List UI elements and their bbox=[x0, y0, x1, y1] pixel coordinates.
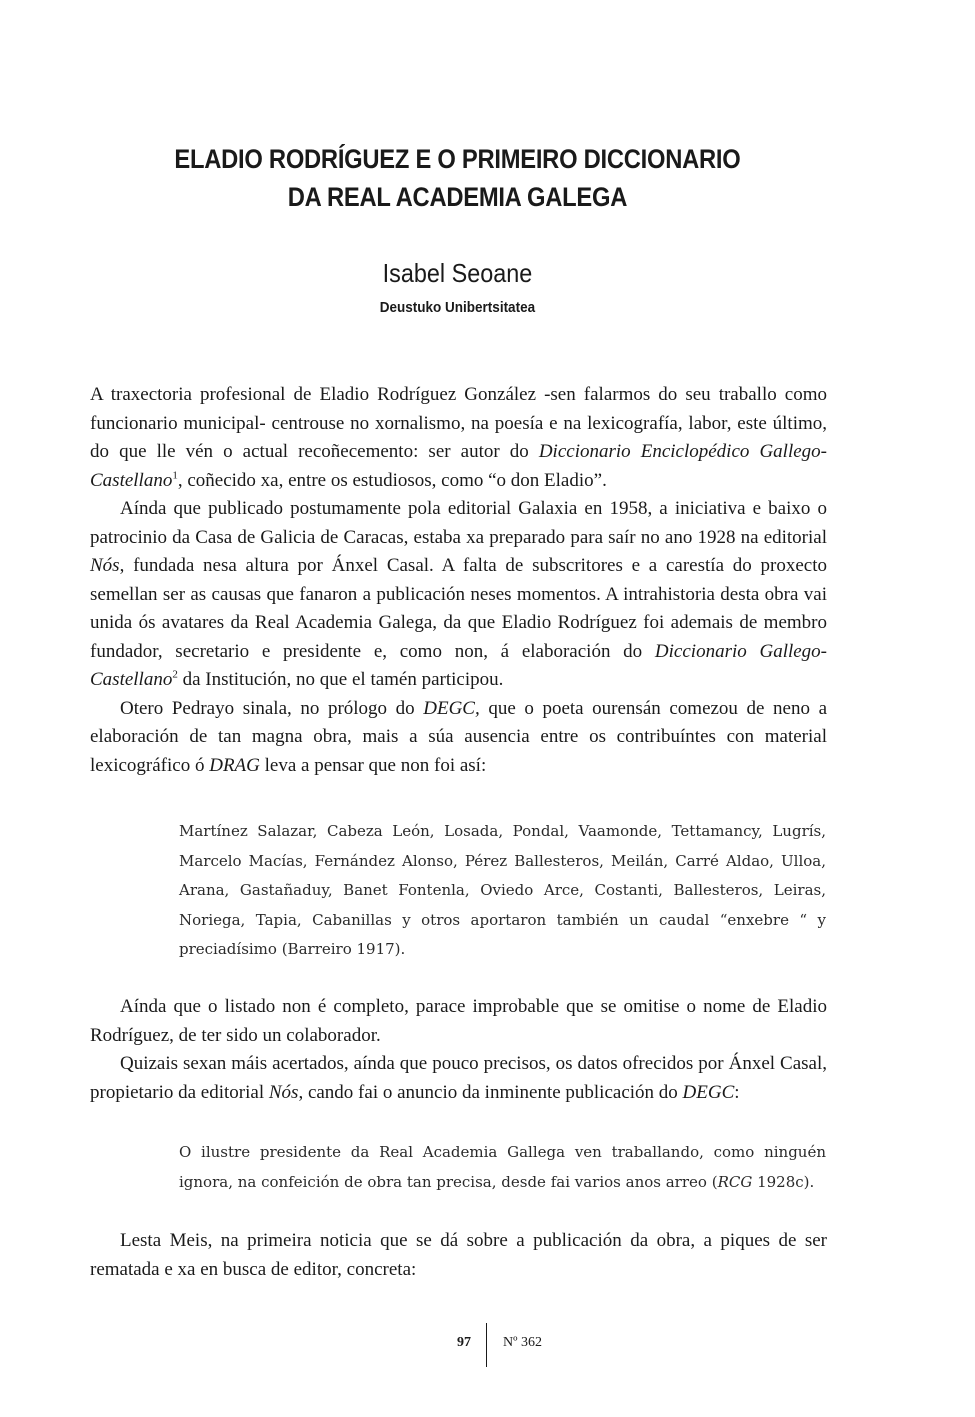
author-name: Isabel Seoane bbox=[382, 258, 533, 288]
issue-number: Nº 362 bbox=[503, 1335, 542, 1350]
title-line-1: ELADIO RODRÍGUEZ E O PRIMEIRO DICCIONARIO bbox=[174, 144, 741, 174]
page-footer bbox=[0, 1323, 975, 1369]
block-quote-1: Martínez Salazar, Cabeza León, Losada, Pondal, Vaamonde, Tettamancy, Lugrís, Marcelo Macías, Fernández Alonso, Pérez Ballesteros, Meilán, Carré Aldao, Ulloa, Arana, Gastañaduy, Banet Fontenla, Oviedo Arce, Costanti, Ballesteros, Leiras, Noriega, Tapia, Cabanillas y otros aportaron también un caudal “enxebre “ y preciadísimo (Barreiro 1917). bbox=[179, 822, 826, 958]
body-section-2 bbox=[90, 993, 827, 1107]
footnote-ref-2: 2 bbox=[172, 668, 178, 681]
paragraph-4: Aínda que o listado non é completo, parace improbable que se omitise o nome de Eladio Rodríguez, de ter sido un colaborador. bbox=[90, 996, 827, 1046]
paragraph-6: Lesta Meis, na primeira noticia que se dá sobre a publicación da obra, a piques de ser rematada e xa en busca de editor, concreta: bbox=[90, 1230, 827, 1280]
footer-divider bbox=[486, 1323, 487, 1367]
footnote-ref-1: 1 bbox=[172, 469, 178, 482]
paragraph-2: Aínda que publicado postumamente pola editorial Galaxia en 1958, a iniciativa e baixo o patrocinio da Casa de Galicia de Caracas, estaba xa preparado para saír no ano 1928 na editorial Nós, fundada nesa altura por Ánxel Casal. A falta de subscritores e a carestía do proxecto semellan ser as causas que fanaron a publicación neses momentos. A intrahistoria desta obra vai unida ós avatares da Real Academia Galega, da que Eladio Rodríguez foi ademais de membro fundador, secretario e presidente e, como non, á elaboración do Diccionario Gallego-Castellano$^2$ da Institución, no que el tamén participou. bbox=[90, 498, 828, 690]
title-line-2: DA REAL ACADEMIA GALEGA bbox=[287, 182, 628, 212]
body-section-1 bbox=[90, 381, 827, 780]
article-title bbox=[55, 140, 860, 216]
paragraph-3: Otero Pedrayo sinala, no prólogo do DEGC, que o poeta ourensán comezou de neno a elaboración de tan magna obra, mais a súa ausencia entre os contribuíntes con material lexicográfico ó DRAG leva a pensar que non foi así: bbox=[90, 697, 828, 776]
page-number: 97 bbox=[457, 1335, 471, 1350]
paragraph-5: Quizais sexan máis acertados, aínda que pouco precisos, os datos ofrecidos por Ánxel Casal, propietario da editorial Nós, cando fai o anuncio da inminente publicación do DEGC: bbox=[90, 1053, 827, 1103]
paragraph-1: A traxectoria profesional de Eladio Rodríguez González -sen falarmos do seu traballo como funcionario municipal- centrouse no xornalismo, na poesía e na lexicografía, labor, este último, do que lle vén o actual recoñecemento: ser autor do Diccionario Enciclopédico Gallego-Castellano$^1$, coñecido xa, entre os estudiosos, como “o don Eladio”. bbox=[90, 384, 827, 491]
body-section-3 bbox=[90, 1227, 827, 1284]
block-quote-2: O ilustre presidente da Real Academia Gallega ven traballando, como ninguén ignora, na confeición de obra tan precisa, desde fai varios anos arreo (RCG 1928c). bbox=[179, 1143, 826, 1191]
author-affiliation: Deustuko Unibertsitatea bbox=[379, 299, 536, 316]
